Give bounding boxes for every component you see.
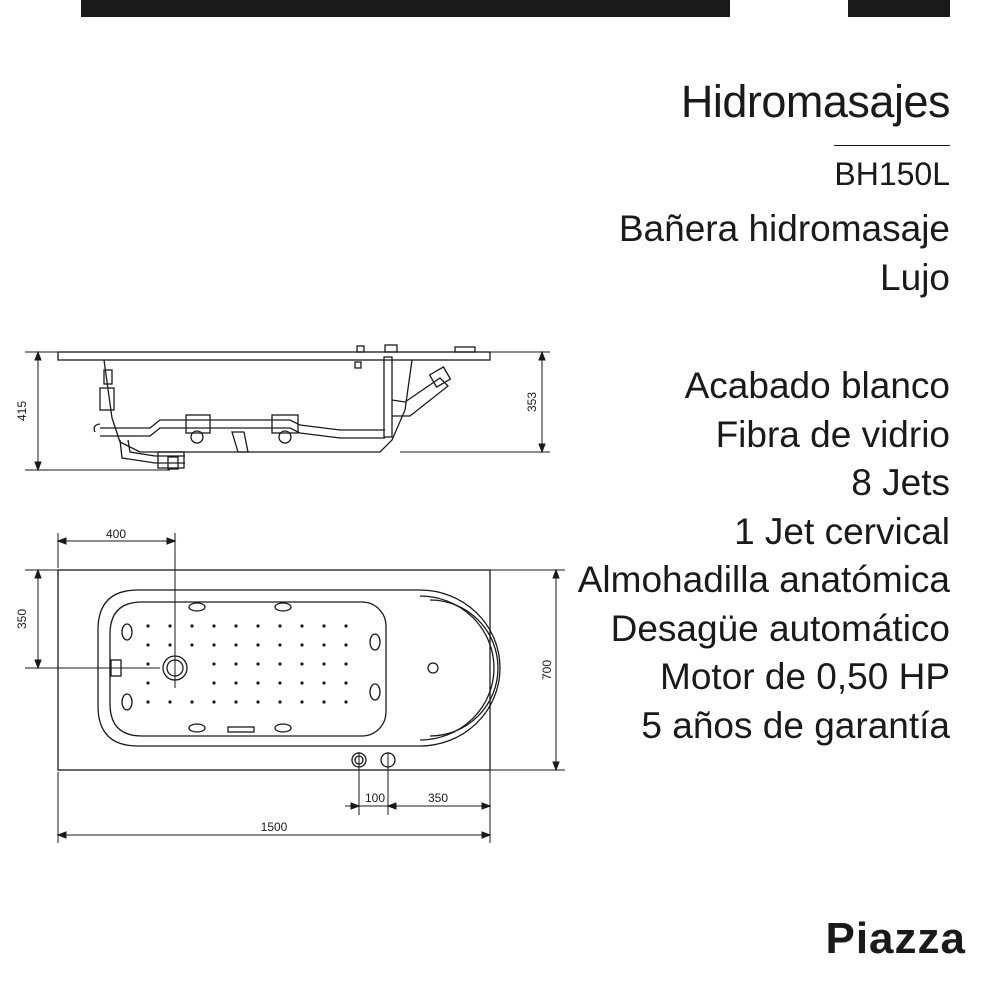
feature-item: Desagüe automático <box>610 607 950 649</box>
side-view-drawing <box>58 345 490 469</box>
dim-drain-offset: 350 <box>427 791 449 805</box>
description-line-1: Bañera hidromasaje <box>618 208 950 249</box>
feature-item: Motor de 0,50 HP <box>660 656 950 697</box>
description-line-2: Lujo <box>880 257 950 298</box>
product-category: Hidromasajes <box>680 76 950 127</box>
product-model: BH150L <box>834 156 950 192</box>
jet-dot-grid <box>146 624 347 703</box>
feature-item: 1 Jet cervical <box>734 510 950 552</box>
top-view-dimensions <box>25 533 565 843</box>
dim-side-inner-height: 353 <box>525 391 539 413</box>
dim-width: 700 <box>540 659 554 681</box>
feature-item: Almohadilla anatómica <box>577 559 950 600</box>
feature-item: 5 años de garantía <box>641 704 950 746</box>
feature-item: 8 Jets <box>851 462 950 503</box>
feature-item: Acabado blanco <box>684 365 950 406</box>
dim-side-height: 415 <box>15 400 29 422</box>
top-view-drawing <box>58 570 500 770</box>
dim-top-offset-y: 350 <box>15 608 29 630</box>
dim-drain-gap: 100 <box>364 791 386 805</box>
feature-item: Fibra de vidrio <box>715 413 950 455</box>
dim-length: 1500 <box>260 820 288 834</box>
brand-logo: Piazza <box>825 914 966 963</box>
dim-top-offset-x: 400 <box>105 527 127 541</box>
